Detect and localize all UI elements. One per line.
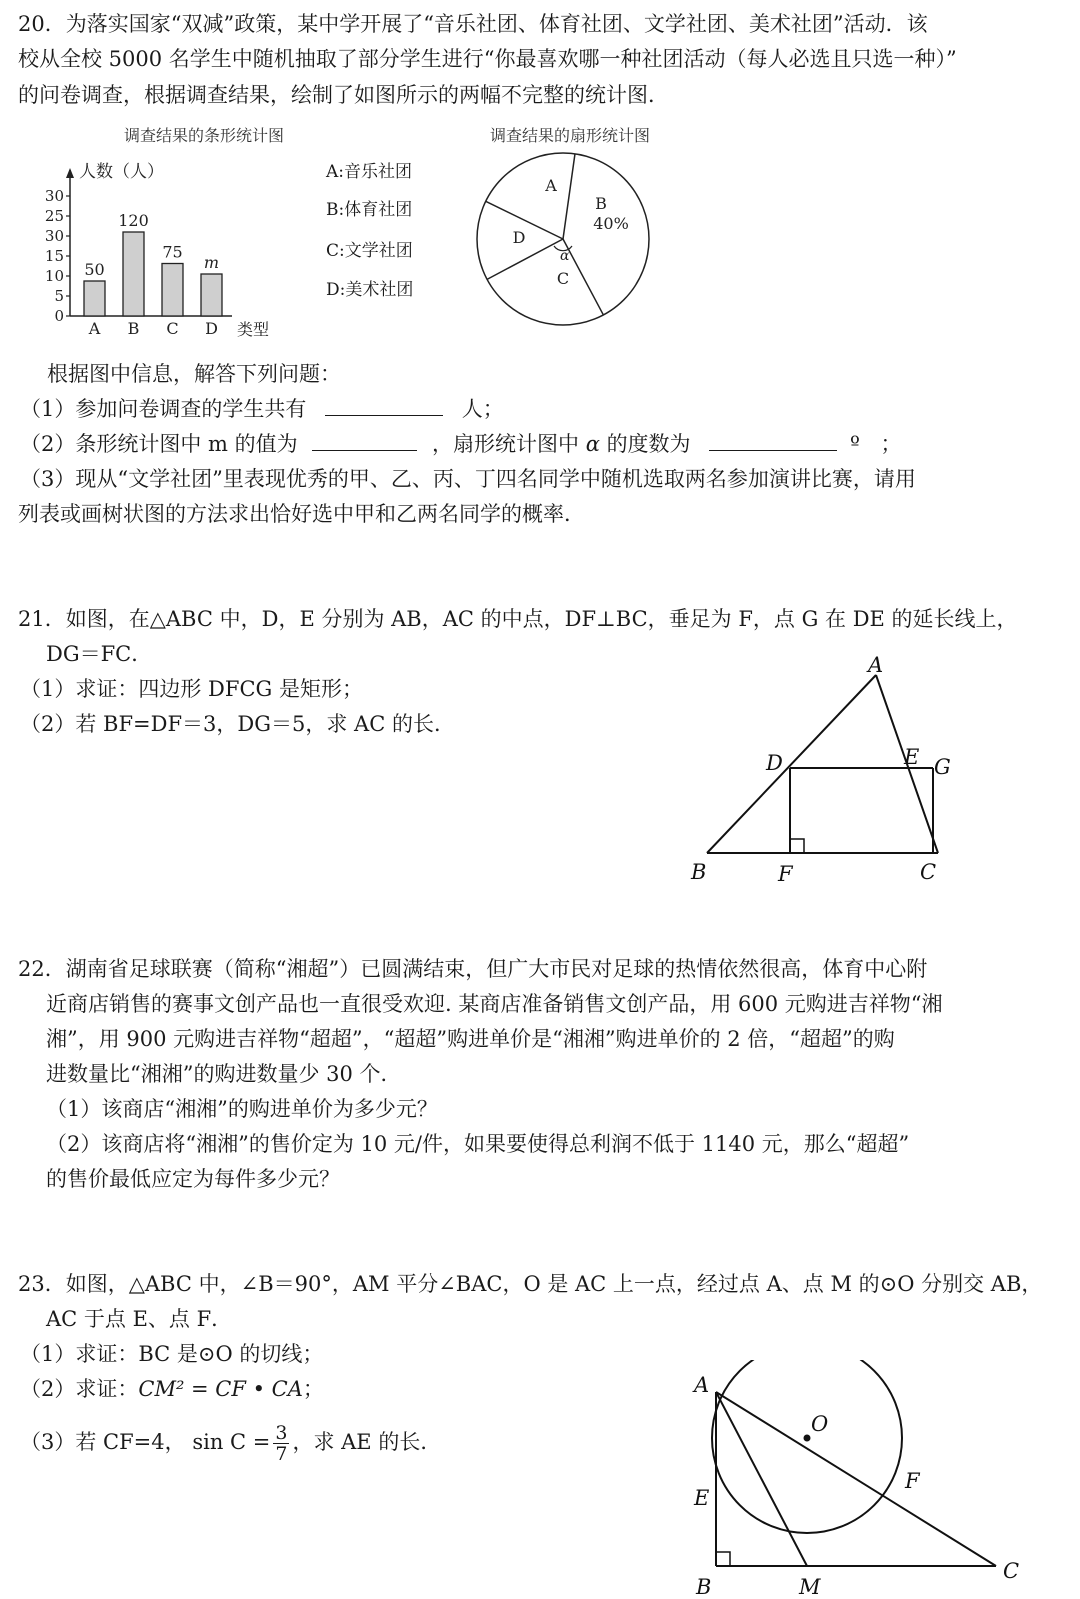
label-a: A [694, 1373, 710, 1397]
pie-slice-label-b: B [595, 194, 607, 213]
legend-item-a: A:音乐社团 [326, 162, 413, 182]
pie-slice-label-c: C [556, 269, 570, 288]
circle-o [712, 1360, 902, 1533]
label-f: F [778, 862, 793, 886]
fraction-numerator: 3 [275, 1422, 288, 1444]
label-g: G [934, 755, 951, 779]
pie-slice-label-d: D [512, 228, 526, 247]
x-tick-label: A [88, 319, 101, 338]
q22-line2: 近商店销售的赛事文创产品也一直很受欢迎. 某商店准备销售文创产品，用 600 元购进吉祥物“湘 [46, 992, 943, 1016]
q20-part2-end: ； [880, 432, 902, 456]
q23-part2-end: ； [302, 1377, 324, 1401]
fraction-denominator: 7 [275, 1443, 288, 1465]
q20-part1-text: （1）参加问卷调查的学生共有 [20, 397, 307, 421]
legend-item-d: D:美术社团 [326, 280, 414, 300]
q22-part2-line1: （2）该商店将“湘湘”的售价定为 10 元/件，如果要使得总利润不低于 1140 元，那么“超超” [46, 1132, 910, 1156]
legend-item-b: B:体育社团 [326, 200, 413, 220]
label-d: D [766, 751, 783, 775]
q21-part2: （2）若 BF=DF＝3，DG＝5，求 AC 的长． [20, 712, 455, 736]
y-tick-label: 10 [44, 267, 64, 285]
center-point-o [804, 1435, 811, 1442]
label-e: E [694, 1486, 710, 1510]
q20-part3-line1: （3）现从“文学社团”里表现优秀的甲、乙、丙、丁四名同学中随机选取两名参加演讲比赛，请用 [20, 467, 916, 491]
y-axis-label: 人数（人） [79, 162, 164, 182]
segment-ac [716, 1392, 996, 1566]
x-tick-label: B [127, 319, 140, 338]
q20-part2-mid: ，扇形统计图中 [432, 432, 579, 456]
q20-intro: 根据图中信息，解答下列问题： [47, 362, 341, 386]
bar-a [84, 281, 105, 316]
label-m: M [799, 1575, 821, 1595]
bar-value-label: 50 [84, 260, 105, 279]
y-tick-label: 30 [44, 227, 64, 245]
label-e: E [904, 745, 920, 769]
label-b: B [696, 1575, 712, 1595]
pie-slice-label-a: A [545, 176, 557, 195]
y-tick-label: 5 [54, 287, 64, 305]
right-angle-b [716, 1552, 730, 1566]
label-f: F [905, 1469, 920, 1493]
q23-part3 [20, 1422, 441, 1464]
q20-part2 [20, 427, 902, 461]
q23-sin: sin C = [192, 1430, 271, 1454]
bar-d [201, 274, 222, 316]
q22-part2-line2: 的售价最低应定为每件多少元？ [46, 1167, 340, 1191]
pie-chart-svg [460, 118, 680, 333]
q23-part2-text: （2）求证： [20, 1377, 139, 1401]
bar-value-label: 120 [118, 211, 149, 230]
q20-line2: 校从全校 5000 名学生中随机抽取了部分学生进行“你最喜欢哪一种社团活动（每人必选且只选一种）” [18, 47, 957, 71]
y-tick-label: 25 [44, 207, 64, 225]
q20-line3: 的问卷调查，根据调查结果，绘制了如图所示的两幅不完整的统计图． [18, 83, 669, 107]
right-angle-f [790, 839, 804, 853]
y-axis-arrow [66, 168, 74, 178]
bar-chart-svg [36, 118, 298, 346]
q23-figure [680, 1360, 1040, 1595]
y-tick-label: 30 [44, 187, 64, 205]
label-b: B [691, 860, 707, 884]
q21-line2: DG＝FC． [46, 642, 153, 666]
bar-chart [36, 118, 298, 346]
q20-part2-text: （2）条形统计图中 m 的值为 [20, 432, 298, 456]
q20-part1 [20, 392, 504, 426]
q20-part3-line2: 列表或画树状图的方法求出恰好选中甲和乙两名同学的概率． [18, 502, 585, 526]
pie-chart [460, 118, 680, 333]
pie-chart-title: 调查结果的扇形统计图 [489, 126, 651, 145]
q23-equation: CM² = CF • CA [138, 1377, 303, 1401]
segment-ab [707, 675, 876, 853]
q23-line1: 23．如图，△ABC 中，∠B＝90°，AM 平分∠BAC，O 是 AC 上一点，经过点 A、点 M 的⊙O 分别交 AB， [18, 1272, 1043, 1296]
q21-part1: （1）求证：四边形 DFCG 是矩形； [20, 677, 363, 701]
q20-line1: 20．为落实国家“双减”政策，某中学开展了“音乐社团、体育社团、文学社团、美术社团”活动．该 [18, 12, 928, 36]
q21-figure [680, 650, 970, 900]
label-o: O [811, 1412, 829, 1436]
chart-legend [326, 160, 436, 310]
y-tick-label: 15 [44, 247, 64, 265]
legend-item-c: C:文学社团 [326, 241, 413, 261]
q23-fraction [273, 1423, 289, 1464]
label-c: C [920, 860, 937, 884]
label-a: A [868, 653, 884, 677]
answer-blank-m[interactable] [312, 428, 417, 451]
alpha-label: α [560, 248, 570, 264]
bar-b [123, 232, 144, 316]
bar-c [162, 264, 183, 317]
bar-value-label: m [203, 253, 220, 272]
pie-slice-boundary [563, 154, 575, 239]
q23-part2 [20, 1372, 324, 1406]
segment-am [716, 1392, 807, 1566]
q23-line2: AC 于点 E、点 F． [46, 1307, 233, 1331]
q21-line1: 21．如图，在△ABC 中，D，E 分别为 AB，AC 的中点，DF⊥BC，垂足为 F，点 G 在 DE 的延长线上， [18, 607, 1018, 631]
bar-chart-title: 调查结果的条形统计图 [123, 126, 285, 145]
q23-part3-end: ，求 AE 的长． [292, 1430, 442, 1454]
y-tick-label: 0 [54, 307, 64, 325]
answer-blank-total[interactable] [325, 393, 443, 416]
bar-value-label: 75 [162, 242, 183, 262]
q22-part1: （1）该商店“湘湘”的购进单价为多少元？ [46, 1097, 438, 1121]
q23-figure-svg [680, 1360, 1040, 1595]
label-c: C [1003, 1559, 1020, 1583]
q22-line4: 进数量比“湘湘”的购进数量少 30 个． [46, 1062, 402, 1086]
pie-slice-percent-b: 40% [593, 214, 629, 233]
answer-blank-alpha[interactable] [709, 428, 837, 451]
q20-part2-deg-text: 的度数为 [606, 432, 691, 456]
q22-line3: 湘”，用 900 元购进吉祥物“超超”，“超超”购进单价是“湘湘”购进单价的 2 倍，“超超”的购 [46, 1027, 895, 1051]
q20-part2-degree-sign: º [849, 432, 860, 456]
q21-figure-svg [680, 650, 970, 900]
q22-line1: 22．湖南省足球联赛（简称“湘超”）已圆满结束，但广大市民对足球的热情依然很高，体育中心附 [18, 957, 928, 981]
x-tick-label: D [205, 319, 218, 338]
x-tick-label: C [166, 319, 179, 338]
q23-part3-text: （3）若 CF=4， [20, 1430, 186, 1454]
q23-part1: （1）求证：BC 是⊙O 的切线； [20, 1342, 324, 1366]
q20-part2-alpha: α [585, 432, 600, 456]
x-axis-label: 类型 [237, 320, 270, 339]
q20-part1-unit: 人； [461, 397, 504, 421]
